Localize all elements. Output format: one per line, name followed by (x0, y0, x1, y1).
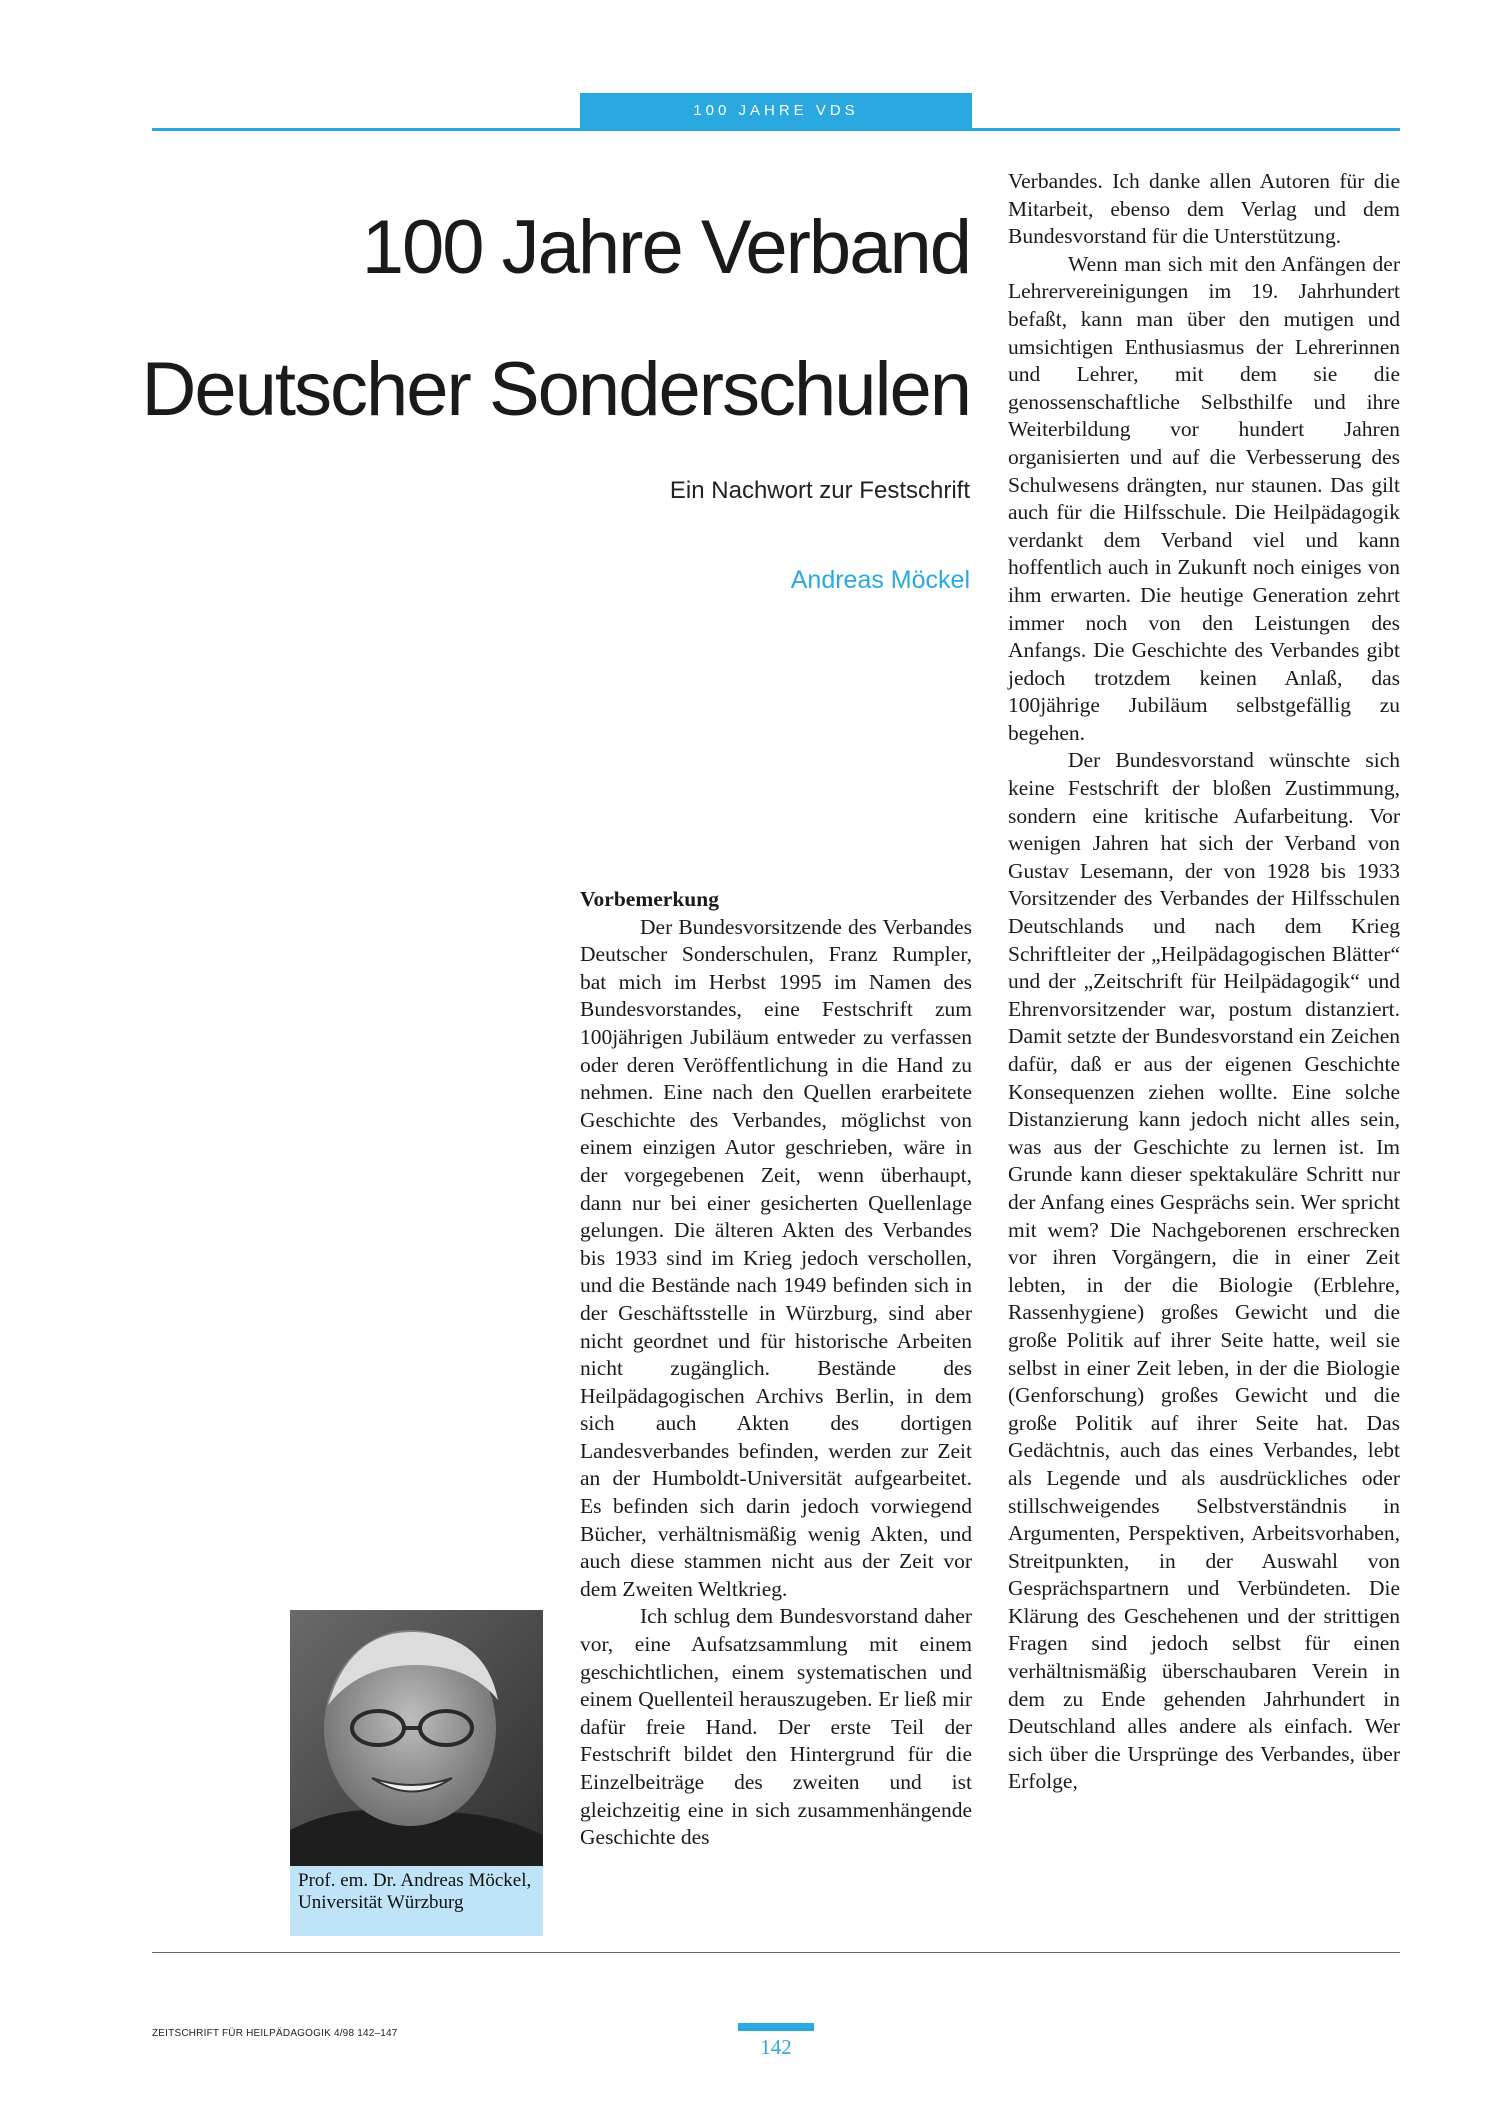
article-subtitle: Ein Nachwort zur Festschrift (669, 477, 970, 504)
left-text-column (580, 886, 972, 1852)
page-number-bar (738, 2023, 814, 2031)
section-header-tab (580, 93, 972, 128)
paragraph: Der Bundesvorsitzende des Verbandes Deutscher Sonderschulen, Franz Rumpler, bat mich im Herbst 1995 im Namen des Bundesvorstandes, eine Festschrift zum 100jährigen Jubiläum entweder zu verfassen oder deren Veröffentlichung in die Hand zu nehmen. Eine nach den Quellen erarbeitete Geschichte des Verbandes, möglichst von einem einzigen Autor geschrieben, wäre in der vorgegebenen Zeit, wenn überhaupt, dann nur bei einer gesicherten Quellenlage gelungen. Die älteren Akten des Verbandes bis 1933 sind im Krieg jedoch verschollen, und die Bestände nach 1949 befinden sich in der Geschäftsstelle in Würzburg, sind aber nicht geordnet und für historische Arbeiten nicht zugänglich. Bestände des Heilpädagogischen Archivs Berlin, in dem sich auch Akten des dortigen Landesverbandes befinden, werden zur Zeit an der Humboldt-Universität aufgearbeitet. Es befinden sich darin jedoch vorwiegend Bücher, verhältnismäßig wenig Akten, und auch diese stammen nicht aus der Zeit vor dem Zweiten Weltkrieg. (580, 914, 972, 1601)
article-title-line-1: 100 Jahre Verband (361, 205, 970, 290)
paragraph: Verbandes. Ich danke allen Autoren für die Mitarbeit, ebenso dem Verlag und dem Bundesvorstand für die Unterstützung. (1008, 169, 1400, 249)
paragraph: Wenn man sich mit den Anfängen der Lehrervereinigungen im 19. Jahrhundert befaßt, kann man über den mutigen und umsichtigen Enthusiasmus der Lehrerinnen und Lehrer, mit dem sie die genossenschaftliche Selbsthilfe und ihre Weiterbildung vor hundert Jahren organisierten und auf die Verbesserung des Schulwesens drängten, nur staunen. Das gilt auch für die Hilfsschule. Die Heilpädagogik verdankt dem Verband viel und kann hoffentlich auch in Zukunft noch einiges von ihm erwarten. Die heutige Generation zehrt immer noch von den Leistungen des Anfangs. Die Geschichte des Verbandes gibt jedoch trotzdem keinen Anlaß, das 100jährige Jubiläum selbstgefällig zu begehen. (1008, 251, 1400, 745)
portrait-image (290, 1610, 543, 1866)
section-heading: Vorbemerkung (580, 887, 719, 911)
footer-rule (152, 1952, 1400, 1953)
section-label: 100 JAHRE VDS (693, 102, 859, 119)
right-text-column (1008, 168, 1400, 1796)
paragraph: Ich schlug dem Bundesvorstand daher vor, eine Aufsatzsammlung mit einem geschichtlichen, einem systematischen und einem Quellenteil herauszugeben. Er ließ mir dafür freie Hand. Der erste Teil der Festschrift bildet den Hintergrund für die Einzelbeiträge des zweiten und ist gleichzeitig eine in sich zusammenhängende Geschichte des (580, 1604, 972, 1850)
article-title-line-2: Deutscher Sonderschulen (141, 347, 970, 432)
page-number: 142 (760, 2035, 792, 2059)
journal-citation: ZEITSCHRIFT FÜR HEILPÄDAGOGIK 4/98 142–147 (152, 2028, 398, 2039)
photo-caption: Prof. em. Dr. Andreas Möckel, Universität Würzburg (290, 1866, 543, 1936)
author-portrait-photo (290, 1610, 543, 1866)
header-rule (152, 128, 1400, 131)
article-author: Andreas Möckel (790, 566, 970, 594)
paragraph: Der Bundesvorstand wünschte sich keine Festschrift der bloßen Zustimmung, sondern eine kritische Aufarbeitung. Vor wenigen Jahren hat sich der Verband von Gustav Lesemann, der von 1928 bis 1933 Vorsitzender des Verbandes der Hilfsschulen Deutschlands und nach dem Krieg Schriftleiter der „Heilpädagogischen Blätter“ und der „Zeitschrift für Heilpädagogik“ und Ehrenvorsitzender war, postum distanziert. Damit setzte der Bundesvorstand ein Zeichen dafür, daß er aus der eigenen Geschichte Konsequenzen ziehen wollte. Eine solche Distanzierung kann jedoch nicht alles sein, was aus der Geschichte zu lernen ist. Im Grunde kann dieser spektakuläre Schritt nur der Anfang eines Gesprächs sein. Wer spricht mit wem? Die Nachgeborenen erschrecken vor ihren Vorgängern, die in einer Zeit lebten, in der die Biologie (Erblehre, Rassenhygiene) großes Gewicht und die große Politik auf ihrer Seite hatte, weil sie selbst in einer Zeit leben, in der die Biologie (Genforschung) großes Gewicht und die große Politik auf ihrer Seite hat. Das Gedächtnis, auch das eines Verbandes, lebt als Legende und als ausdrückliches oder stillschweigendes Selbstverständnis in Argumenten, Perspektiven, Arbeitsvorhaben, Streitpunkten, in der Auswahl von Gesprächspartnern und Verbündeten. Die Klärung des Geschehenen und der strittigen Fragen sind jedoch selbst für einen verhältnismäßig überschaubaren Verein in dem zu Ende gehenden Jahrhundert in Deutschland alles andere als einfach. Wer sich über die Ursprünge des Verbandes, über Erfolge, (1008, 748, 1400, 1794)
